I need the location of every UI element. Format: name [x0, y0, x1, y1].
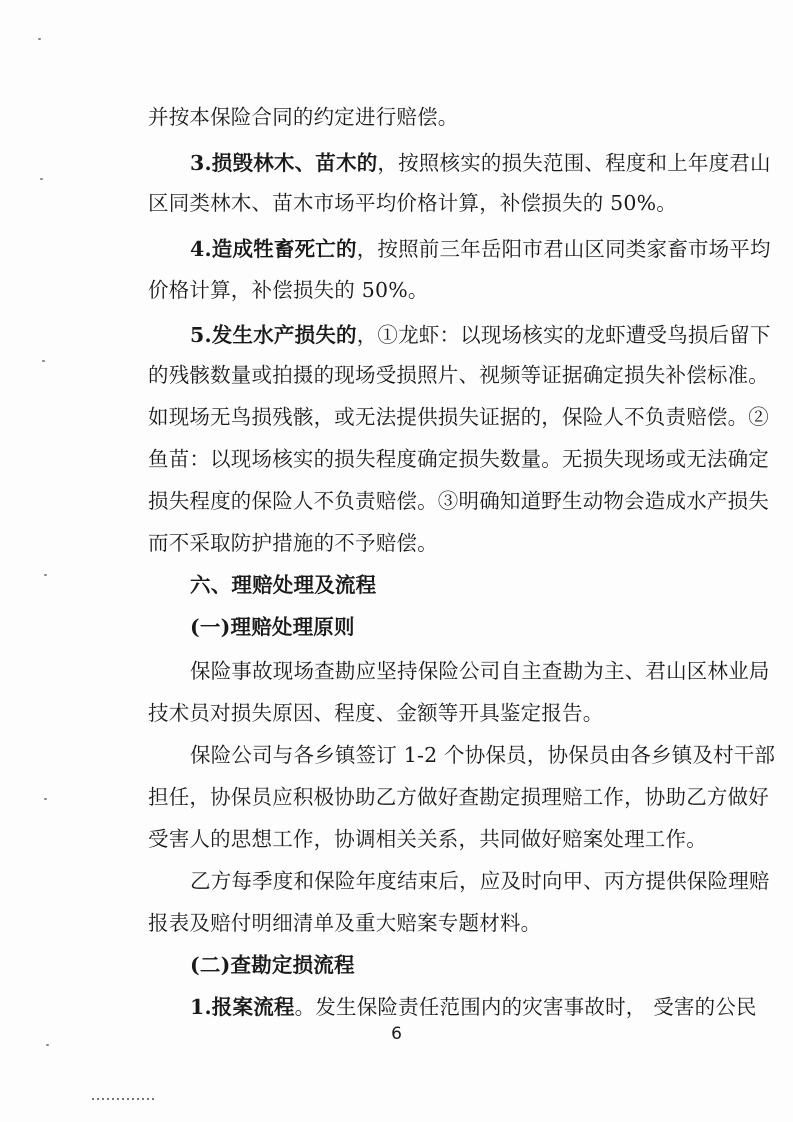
- section-title: 六、理赔处理及流程: [190, 573, 377, 597]
- paragraph-line: [190, 994, 757, 1020]
- line-text: 并按本保险合同的约定进行赔偿。: [148, 105, 459, 129]
- scan-speck: [38, 38, 41, 40]
- line-text: 技术员对损失原因、程度、金额等开具鉴定报告。: [148, 701, 604, 725]
- line-text: ，按照核实的损失范围、程度和上年度君山: [377, 151, 771, 175]
- subsection-heading: [190, 952, 355, 978]
- line-heading: 3.损毁林木、苗木的: [190, 151, 378, 175]
- paragraph-line: [148, 277, 429, 303]
- line-text: 如现场无鸟损残骸，或无法提供损失证据的，保险人不负责赔偿。②: [148, 405, 769, 429]
- paragraph-line: [190, 742, 775, 768]
- paragraph-line: [190, 150, 771, 176]
- line-text: 担任，协保员应积极协助乙方做好查勘定损理赔工作，协助乙方做好: [148, 785, 769, 809]
- line-text: 保险事故现场查勘应坚持保险公司自主查勘为主、君山区林业局: [190, 659, 770, 683]
- scan-speck: [44, 574, 47, 576]
- scan-speck: [44, 798, 47, 800]
- page-number: 6: [391, 1024, 402, 1044]
- line-text: ，按照前三年岳阳市君山区同类家畜市场平均: [356, 237, 771, 261]
- line-text: 鱼苗：以现场核实的损失程度确定损失数量。无损失现场或无法确定: [148, 447, 769, 471]
- scan-speck: [42, 360, 45, 362]
- line-text: 区同类林木、苗木市场平均价格计算，补偿损失的 50%。: [148, 191, 677, 215]
- paragraph-line: [190, 322, 771, 348]
- line-heading: 5.发生水产损失的: [190, 323, 357, 347]
- paragraph-line: [190, 236, 771, 262]
- subsection-title: (二)查勘定损流程: [190, 953, 355, 977]
- line-heading: 4.造成牲畜死亡的: [190, 237, 357, 261]
- line-text: 价格计算，补偿损失的 50%。: [148, 278, 429, 302]
- paragraph-line: [148, 190, 677, 216]
- paragraph-line: [148, 362, 769, 388]
- paragraph-line: [148, 104, 459, 130]
- paragraph-line: [148, 404, 769, 430]
- paragraph-line: [148, 826, 707, 852]
- scan-edge-dashes: [92, 1098, 156, 1100]
- line-text: 受害人的思想工作，协调相关关系，共同做好赔案处理工作。: [148, 827, 707, 851]
- scan-speck: [40, 178, 43, 180]
- paragraph-line: [148, 446, 769, 472]
- paragraph-line: [148, 910, 541, 936]
- line-text: 的残骸数量或拍摄的现场受损照片、视频等证据确定损失补偿标准。: [148, 363, 769, 387]
- line-text: 保险公司与各乡镇签订 1-2 个协保员，协保员由各乡镇及村干部: [190, 743, 776, 767]
- scan-speck: [46, 1044, 49, 1046]
- paragraph-line: [148, 530, 438, 556]
- paragraph-line: [148, 488, 769, 514]
- line-text: 损失程度的保险人不负责赔偿。③明确知道野生动物会造成水产损失: [148, 489, 769, 513]
- paragraph-line: [190, 868, 770, 894]
- line-heading: 1.报案流程: [190, 995, 295, 1019]
- line-text: 。发生保险责任范围内的灾害事故时， 受害的公民: [294, 995, 757, 1019]
- line-text: 乙方每季度和保险年度结束后，应及时向甲、丙方提供保险理赔: [190, 869, 770, 893]
- line-text: 报表及赔付明细清单及重大赔案专题材料。: [148, 911, 542, 935]
- line-text: ，①龙虾：以现场核实的龙虾遭受鸟损后留下: [356, 323, 771, 347]
- paragraph-line: [148, 700, 603, 726]
- subsection-heading: [190, 614, 355, 640]
- paragraph-line: [148, 784, 769, 810]
- subsection-title: (一)理赔处理原则: [190, 615, 355, 639]
- section-heading: [190, 572, 376, 598]
- paragraph-line: [190, 658, 770, 684]
- line-text: 而不采取防护措施的不予赔偿。: [148, 531, 438, 555]
